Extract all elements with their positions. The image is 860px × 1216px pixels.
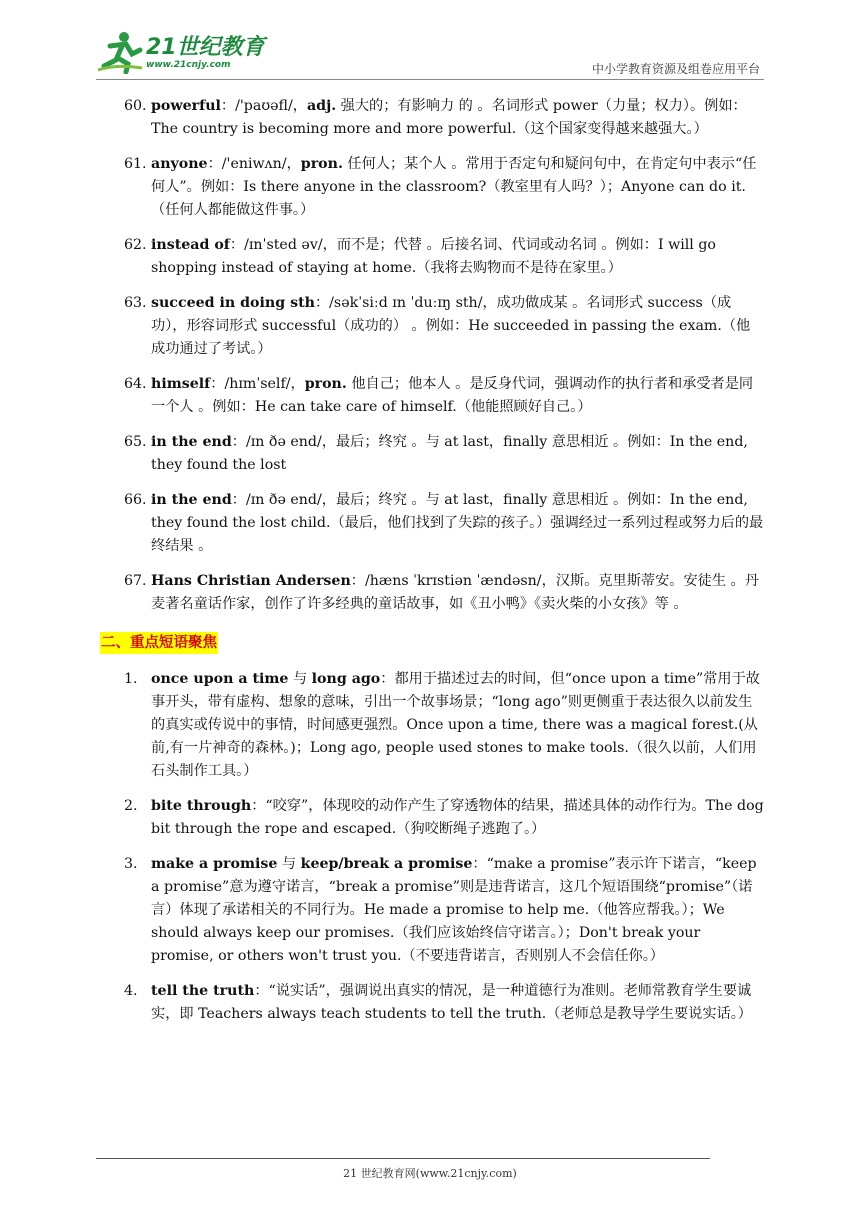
phrase-term: once upon a time <box>151 671 289 687</box>
phrase-term-2: keep/break a promise <box>300 856 473 872</box>
phrase-explanation: ：“make a promise”表示许下诺言，“keep a promise”意为遵守诺言，“break a promise”则是违背诺言，这几个短语围绕“promise”（诺言）体现了承诺相关的不同行为。He made a promise to help me.（他答应帮我。）；We should always keep our promises.（我们应该始终信守诺言。）；Don't break your promise, or others won't trust you.（不要违背诺言，否则别人不会信任你。） <box>151 856 757 964</box>
footer-divider <box>96 1158 710 1159</box>
item-number: 4. <box>124 983 138 999</box>
definition-text: 他自己；他本人 。是反身代词，强调动作的执行者和承受者是同一个人 。例如：He can take care of himself.（他能照顾好自己。） <box>151 376 754 415</box>
phrase-term: make a promise <box>151 856 278 872</box>
vocab-list <box>0 95 860 616</box>
vocab-item <box>0 570 860 616</box>
phrase-explanation: ：“说实话”，强调说出真实的情况，是一种道德行为准则。老师常教育学生要诚实，即 Teachers always teach students to tell the truth.（老师总是教导学生要说实话。） <box>151 983 752 1022</box>
phonetic: /'paʊəfl/， <box>235 98 307 114</box>
phonetic: /hɪmˈself/， <box>224 376 305 392</box>
phrase-item <box>0 980 860 1026</box>
phrase-term: bite through <box>151 798 252 814</box>
phrase-item <box>0 795 860 841</box>
logo-url: www.21cnjy.com <box>146 60 231 70</box>
definition-text: 强大的；有影响力 的 。名词形式 power（力量；权力）。例如：The country is becoming more and more powerful.（这个国家变得越来越强大。） <box>151 98 747 137</box>
runner-logo-icon <box>96 30 144 74</box>
definition-text: 而不是；代替 。后接名词、代词或动名词 。例如：I will go shopping instead of staying at home.（我将去购物而不是待在家里。） <box>151 237 716 276</box>
phrase-item <box>0 668 860 783</box>
phrase-connector: 与 <box>288 671 312 687</box>
definition-text: 汉斯。克里斯蒂安。安徒生 。丹麦著名童话作家，创作了许多经典的童话故事，如《丑小鸭》《卖火柴的小女孩》等 。 <box>151 573 759 612</box>
phonetic: /ɪnˈsted əv/， <box>244 237 337 253</box>
phrase-term-2: long ago <box>311 671 381 687</box>
item-number: 60. <box>124 98 147 114</box>
phrase-term: tell the truth <box>151 983 255 999</box>
definition-text: 最后；终究 。与 at last，finally 意思相近 。例如：In the end, they found the lost child.（最后，他们找到了失踪的孩子。）强调经过一系列过程或努力后的最终结果 。 <box>151 492 764 554</box>
item-number: 67. <box>124 573 147 589</box>
definition-text: 任何人；某个人 。常用于否定句和疑问句中，在肯定句中表示“任何人”。例如：Is there anyone in the classroom?（教室里有人吗？）；Anyone can do it.（任何人都能做这件事。） <box>151 156 757 218</box>
term-separator: ： <box>231 434 246 450</box>
vocab-item <box>0 95 860 141</box>
item-number: 2. <box>124 798 138 814</box>
vocab-term: anyone <box>151 156 208 172</box>
platform-name: 中小学教育资源及组卷应用平台 <box>591 62 760 76</box>
vocab-item <box>0 234 860 280</box>
vocab-term: succeed in doing sth <box>151 295 315 311</box>
site-logo <box>96 30 266 78</box>
phrase-explanation: ：“咬穿”，体现咬的动作产生了穿透物体的结果，描述具体的动作行为。The dog bit through the rope and escaped.（狗咬断绳子逃跑了。） <box>151 798 764 837</box>
vocab-term: himself <box>151 376 211 392</box>
part-of-speech: pron. <box>300 156 343 172</box>
section-title: 二、重点短语聚焦 <box>100 632 218 654</box>
part-of-speech: adj. <box>306 98 337 114</box>
page-header <box>0 0 860 82</box>
term-separator: ： <box>220 98 236 114</box>
phrase-connector: 与 <box>277 856 301 872</box>
definition-text: 成功做成某 。名词形式 success（成功），形容词形式 successful（成功的） 。例如：He succeeded in passing the exam.（他成功通过了考试。） <box>151 295 751 357</box>
phrase-item <box>0 853 860 968</box>
vocab-term: Hans Christian Andersen <box>151 573 351 589</box>
vocab-item <box>0 431 860 477</box>
item-number: 3. <box>124 856 138 872</box>
phonetic: /hæns ˈkrɪstiən ˈændəsn/， <box>364 573 556 589</box>
vocab-term: instead of <box>151 237 230 253</box>
term-separator: ： <box>229 237 245 253</box>
vocab-item <box>0 153 860 222</box>
item-number: 64. <box>124 376 147 392</box>
phonetic: /'eniwʌn/， <box>221 156 301 172</box>
page-content <box>0 95 860 1038</box>
logo-title: 21世纪教育 <box>146 35 265 60</box>
part-of-speech: pron. <box>304 376 347 392</box>
phonetic: /ɪn ðə end/， <box>245 492 336 508</box>
item-number: 63. <box>124 295 147 311</box>
vocab-term: in the end <box>151 492 232 508</box>
phonetic: /ɪn ðə end/， <box>245 434 336 450</box>
item-number: 1. <box>124 671 138 687</box>
phrase-list <box>0 668 860 1026</box>
term-separator: ： <box>207 156 222 172</box>
item-number: 61. <box>124 156 147 172</box>
vocab-item <box>0 489 860 558</box>
item-number: 66. <box>124 492 147 508</box>
definition-text: 最后；终究 。与 at last，finally 意思相近 。例如：In the end, they found the lost <box>151 434 748 473</box>
item-number: 65. <box>124 434 147 450</box>
vocab-term: in the end <box>151 434 232 450</box>
phrase-explanation: ：都用于描述过去的时间，但“once upon a time”常用于故事开头，带有虚构、想象的意味，引出一个故事场景；“long ago”则更侧重于表达很久以前发生的真实或传说中的事情，时间感更强烈。Once upon a time, there was a magical forest.(从前,有一片神奇的森林。)；Long ago, people used stones to make tools.（很久以前，人们用石头制作工具。） <box>151 671 760 779</box>
term-separator: ： <box>314 295 330 311</box>
term-separator: ： <box>210 376 225 392</box>
header-divider <box>96 79 764 80</box>
vocab-term: powerful <box>151 98 221 114</box>
item-number: 62. <box>124 237 147 253</box>
vocab-item <box>0 292 860 361</box>
phonetic: /səkˈsiːd ɪn ˈduːɪŋ sth/， <box>329 295 497 311</box>
vocab-item <box>0 373 860 419</box>
page-footer: 21 世纪教育网(www.21cnjy.com) <box>343 1167 517 1180</box>
term-separator: ： <box>350 573 365 589</box>
term-separator: ： <box>231 492 246 508</box>
